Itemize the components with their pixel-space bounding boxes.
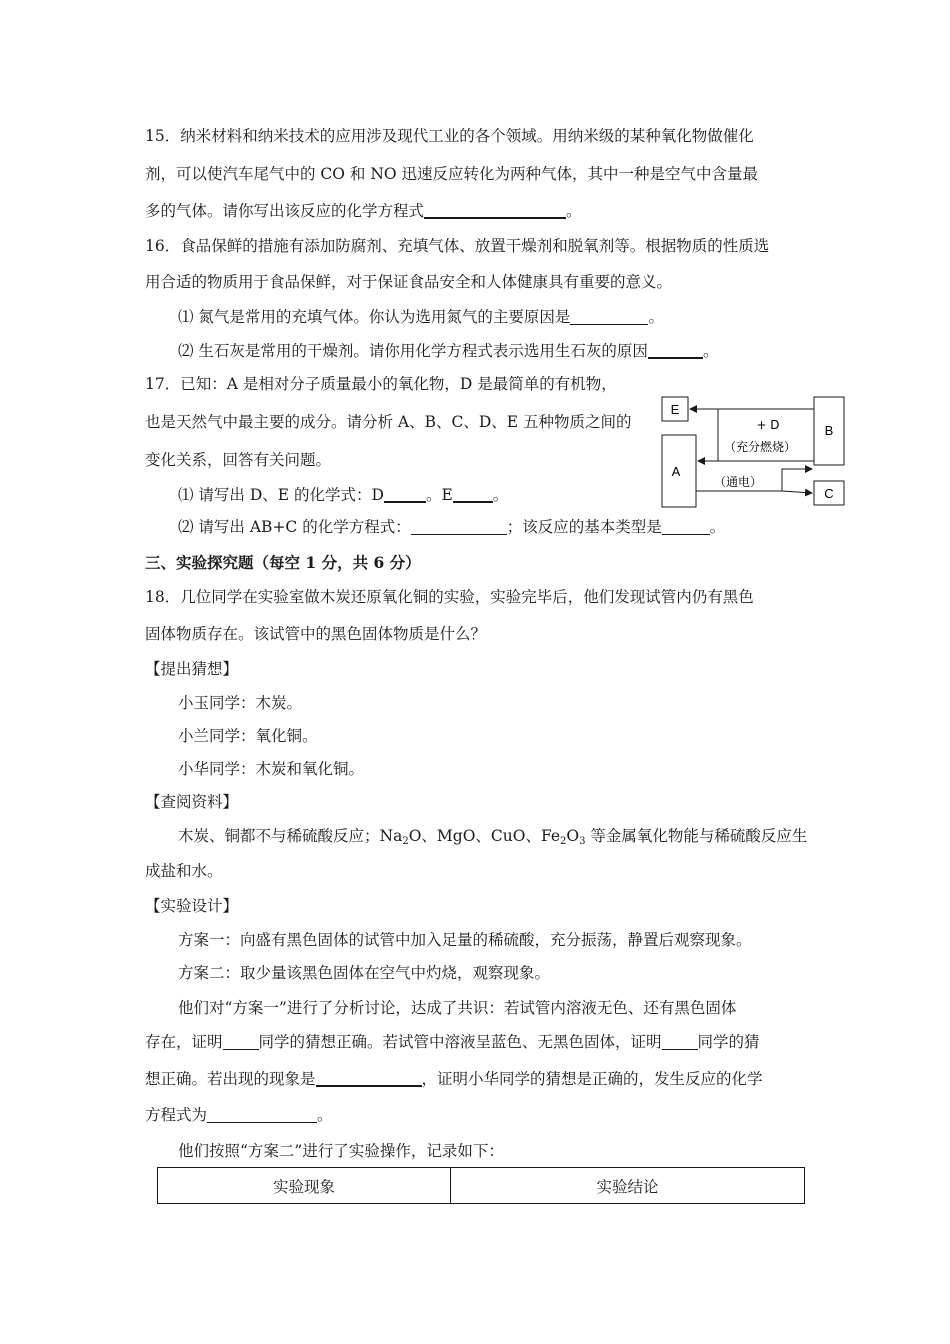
q18-info-sub-2: 2 [560, 836, 567, 847]
q18-guess-2: 小兰同学：氧化铜。 [178, 727, 318, 745]
q18-info-c: O [566, 827, 580, 845]
q16-part-2 [178, 340, 718, 362]
q18-disc2-b: 同学的猜想正确。若试管中溶液呈蓝色、无黑色固体，证明 [258, 1033, 662, 1051]
q15-end: 。 [566, 202, 582, 220]
section-3-heading: 三、实验探究题（每空 1 分，共 6 分） [145, 553, 421, 572]
q18-disc3-a: 想正确。若出现的现象是 [145, 1070, 316, 1088]
q18-discussion-3 [145, 1068, 763, 1090]
q18-blank-2[interactable] [662, 1034, 698, 1050]
q15-line-3 [145, 200, 582, 222]
q17-part-2-prompt: ⑵ 请写出 AB+C 的化学方程式： [178, 518, 411, 536]
q18-line-2: 固体物质存在。该试管中的黑色固体物质是什么？ [145, 625, 487, 643]
q18-blank-4[interactable] [207, 1107, 317, 1123]
box-e-label: E [670, 402, 680, 417]
box-c-label: C [824, 486, 834, 501]
q17-part-1-mid: 。E [425, 486, 453, 504]
q18-plan-2: 方案二：取少量该黑色固体在空气中灼烧，观察现象。 [178, 964, 551, 982]
q17-part-1-end: 。 [492, 486, 509, 504]
q15-prompt: 多的气体。请你写出该反应的化学方程式 [145, 202, 425, 220]
q17-line-1: 17．已知：A 是相对分子质量最小的氧化物，D 是最简单的有机物， [145, 375, 617, 393]
q18-info-line-1 [178, 825, 807, 847]
q16-part-2-blank[interactable] [648, 342, 703, 359]
q17-part-2-end: 。 [709, 518, 726, 536]
q17-e-blank[interactable] [453, 486, 493, 503]
label-full-burn: （充分燃烧） [723, 440, 797, 454]
q18-operation-line: 他们按照“方案二”进行了实验操作，记录如下： [178, 1142, 504, 1160]
q17-part-1-prompt: ⑴ 请写出 D、E 的化学式：D [178, 486, 384, 504]
label-plus-d: + D [756, 418, 780, 432]
q15-line-2: 剂，可以使汽车尾气中的 CO 和 NO 迅速反应转化为两种气体，其中一种是空气中含量最 [145, 165, 759, 183]
q17-part-2-mid: ；该反应的基本类型是 [506, 518, 662, 536]
q18-info-sub-1: 2 [402, 836, 409, 847]
q18-info-line-2: 成盐和水。 [145, 862, 223, 880]
q18-disc4-a: 方程式为 [145, 1106, 208, 1124]
q18-guess-heading: 【提出猜想】 [145, 660, 239, 678]
q17-type-blank[interactable] [662, 519, 710, 535]
q16-part-2-prompt: ⑵ 生石灰是常用的干燥剂。请你用化学方程式表示选用生石灰的原因 [178, 342, 648, 360]
q15-answer-blank[interactable] [424, 202, 566, 219]
q18-discussion-1: 他们对“方案一”进行了分析讨论，达成了共识：若试管内溶液无色、还有黑色固体 [178, 999, 737, 1017]
q18-plan-1: 方案一：向盛有黑色固体的试管中加入足量的稀硫酸，充分振荡，静置后观察现象。 [178, 931, 752, 949]
q18-discussion-4 [145, 1104, 333, 1126]
q18-info-heading: 【查阅资料】 [145, 793, 239, 811]
q17-part-2 [178, 516, 725, 538]
q17-equation-blank[interactable] [411, 519, 507, 535]
q18-guess-3: 小华同学：木炭和氧化铜。 [178, 760, 365, 778]
q18-blank-1[interactable] [223, 1034, 259, 1050]
reaction-diagram [660, 395, 850, 510]
q15-line-1: 15．纳米材料和纳米技术的应用涉及现代工业的各个领域。用纳米级的某种氧化物做催化 [145, 127, 754, 145]
q18-disc3-b: ，证明小华同学的猜想是正确的，发生反应的化学 [421, 1070, 763, 1088]
q16-part-1-prompt: ⑴ 氮气是常用的充填气体。你认为选用氮气的主要原因是 [178, 308, 571, 326]
q18-line-1: 18．几位同学在实验室做木炭还原氧化铜的实验，实验完毕后，他们发现试管内仍有黑色 [145, 588, 754, 606]
label-electrolysis: （通电） [713, 475, 763, 489]
q18-info-b: O、MgO、CuO、Fe [408, 827, 561, 845]
box-b-label: B [824, 423, 834, 438]
q18-disc4-b: 。 [317, 1106, 333, 1124]
q18-info-d: 等金属氧化物能与稀硫酸反应生 [585, 827, 808, 845]
q18-guess-1: 小玉同学：木炭。 [178, 694, 303, 712]
q17-line-2: 也是天然气中最主要的成分。请分析 A、B、C、D、E 五种物质之间的 [145, 413, 632, 431]
q18-blank-3[interactable] [316, 1070, 422, 1087]
q17-line-3: 变化关系，回答有关问题。 [145, 451, 332, 469]
q16-part-1-blank[interactable] [570, 309, 648, 325]
q18-disc2-a: 存在，证明 [145, 1033, 223, 1051]
table-header-phenomenon: 实验现象 [158, 1168, 451, 1203]
q18-disc2-c: 同学的猜 [697, 1033, 760, 1051]
q16-line-1: 16．食品保鲜的措施有添加防腐剂、充填气体、放置干燥剂和脱氧剂等。根据物质的性质选 [145, 237, 770, 255]
q18-info-a: 木炭、铜都不与稀硫酸反应；Na [178, 827, 403, 845]
box-a-label: A [671, 464, 681, 479]
q18-design-heading: 【实验设计】 [145, 897, 239, 915]
q18-discussion-2 [145, 1031, 760, 1053]
q17-part-1 [178, 484, 508, 506]
q16-line-2: 用合适的物质用于食品保鲜，对于保证食品安全和人体健康具有重要的意义。 [145, 273, 673, 291]
q18-info-sub-3: 3 [579, 836, 586, 847]
q17-d-blank[interactable] [384, 486, 426, 503]
q16-part-1 [178, 306, 664, 328]
q16-part-1-end: 。 [648, 308, 664, 326]
table-header-conclusion: 实验结论 [596, 1178, 659, 1196]
arrow-a-to-c [782, 491, 812, 493]
results-table [157, 1167, 805, 1204]
q16-part-2-end: 。 [702, 342, 719, 360]
